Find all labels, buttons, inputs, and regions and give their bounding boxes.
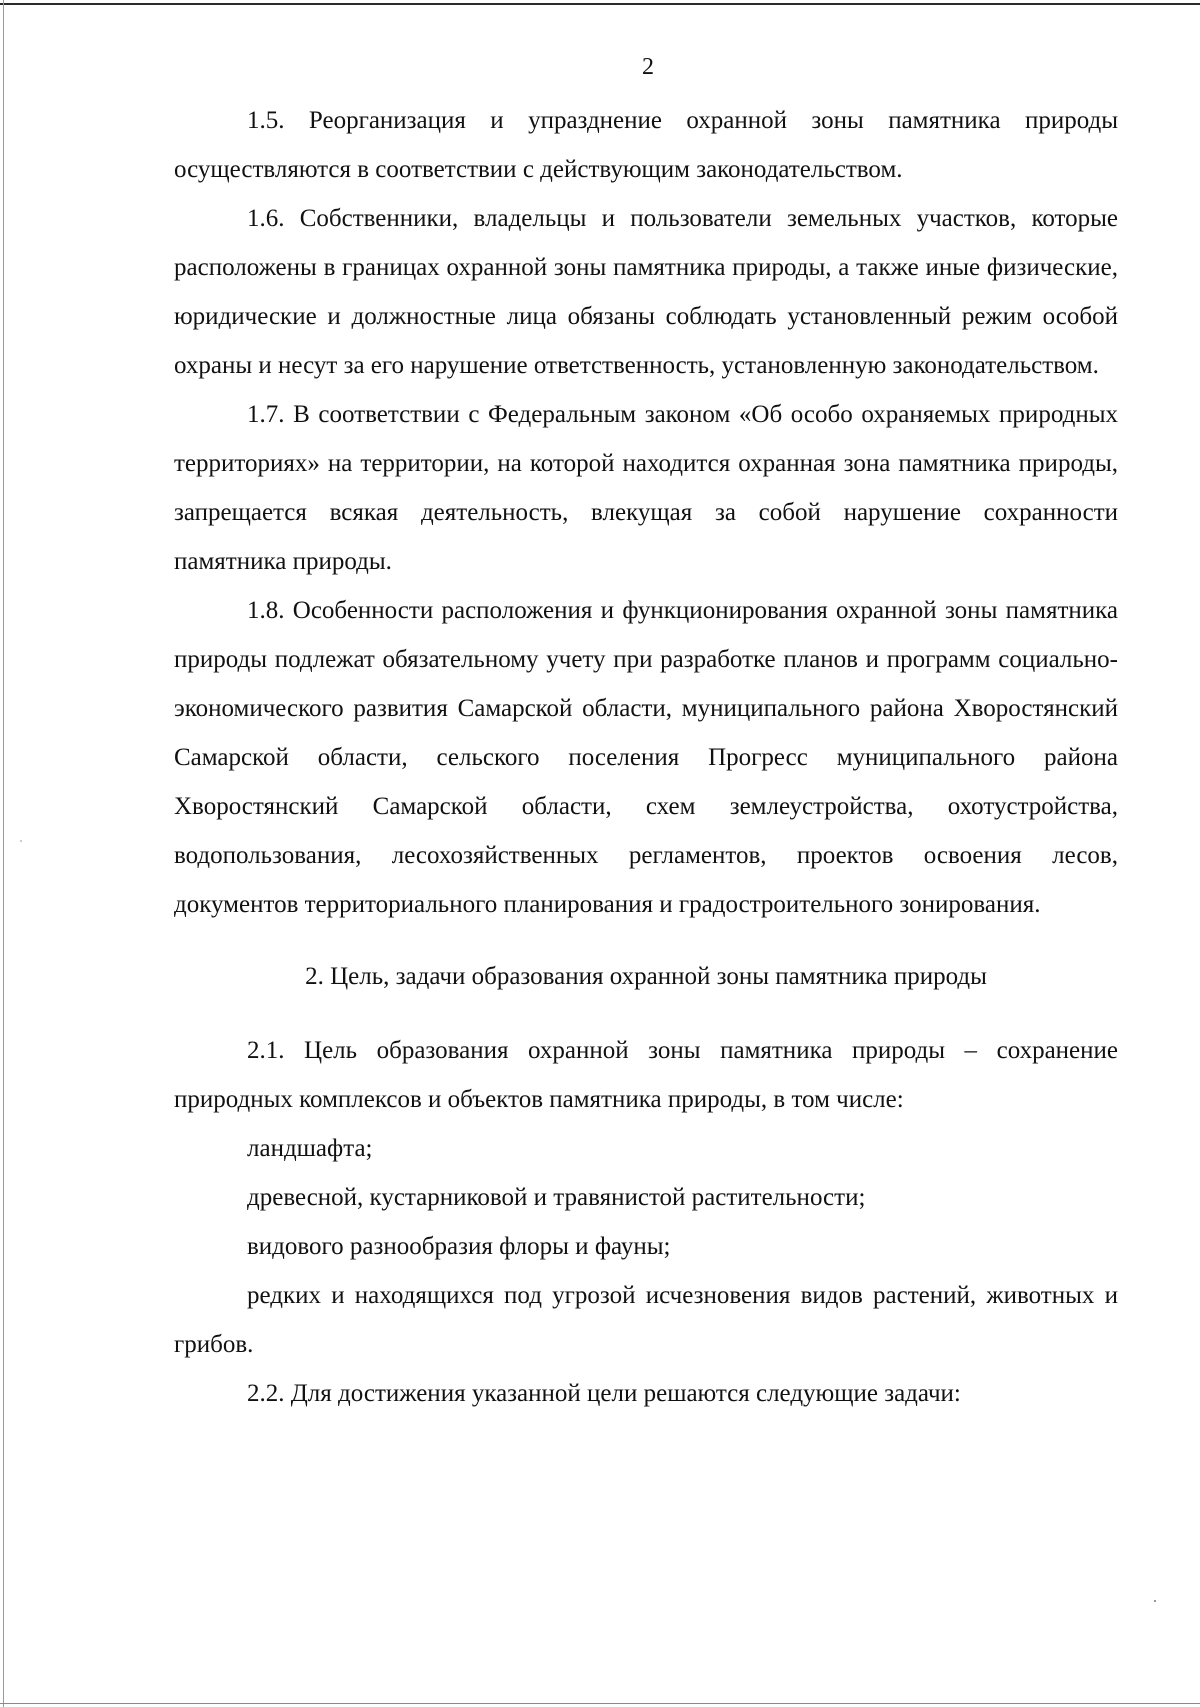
page-number: 2 bbox=[642, 54, 654, 80]
paragraph-1-7: 1.7. В соответствии с Федеральным законом «Об особо охраняемых природных территориях» на территории, на которой находится охранная зона памятника природы, запрещается всякая деятельность, влекущая за собой нарушение сохранности памятника природы. bbox=[174, 401, 1118, 575]
scan-top-edge bbox=[0, 3, 1200, 5]
scan-speck bbox=[1154, 1600, 1156, 1602]
section-2-heading: 2. Цель, задачи образования охранной зоны памятника природы bbox=[305, 963, 987, 990]
paragraph-2-1: 2.1. Цель образования охранной зоны памятника природы – сохранение природных комплексов и объектов памятника природы, в том числе: bbox=[174, 1037, 1118, 1113]
scan-speck bbox=[20, 840, 22, 842]
scan-bottom-edge bbox=[0, 1703, 1200, 1704]
paragraph-1-6: 1.6. Собственники, владельцы и пользователи земельных участков, которые расположены в границах охранной зоны памятника природы, а также иные физические, юридические и должностные лица обязаны соблюдать установленный режим особой охраны и несут за его нарушение ответственность, установленную законодательством. bbox=[174, 205, 1118, 379]
document-body bbox=[174, 96, 1118, 1418]
list-item: видового разнообразия флоры и фауны; bbox=[247, 1233, 671, 1260]
list-item: ландшафта; bbox=[247, 1135, 373, 1162]
scan-left-edge bbox=[3, 0, 4, 1707]
list-item: древесной, кустарниковой и травянистой растительности; bbox=[247, 1184, 866, 1211]
list-item: редких и находящихся под угрозой исчезновения видов растений, животных и грибов. bbox=[174, 1282, 1118, 1358]
paragraph-1-8: 1.8. Особенности расположения и функционирования охранной зоны памятника природы подлежат обязательному учету при разработке планов и программ социально-экономического развития Самарской области, муниципального района Хворостянский Самарской области, сельского поселения Прогресс муниципального района Хворостянский Самарской области, схем землеустройства, охотустройства, водопользования, лесохозяйственных регламентов, проектов освоения лесов, документов территориального планирования и градостроительного зонирования. bbox=[174, 597, 1118, 918]
paragraph-1-5: 1.5. Реорганизация и упразднение охранной зоны памятника природы осуществляются в соответствии с действующим законодательством. bbox=[174, 107, 1118, 183]
paragraph-2-2: 2.2. Для достижения указанной цели решаются следующие задачи: bbox=[247, 1380, 961, 1407]
